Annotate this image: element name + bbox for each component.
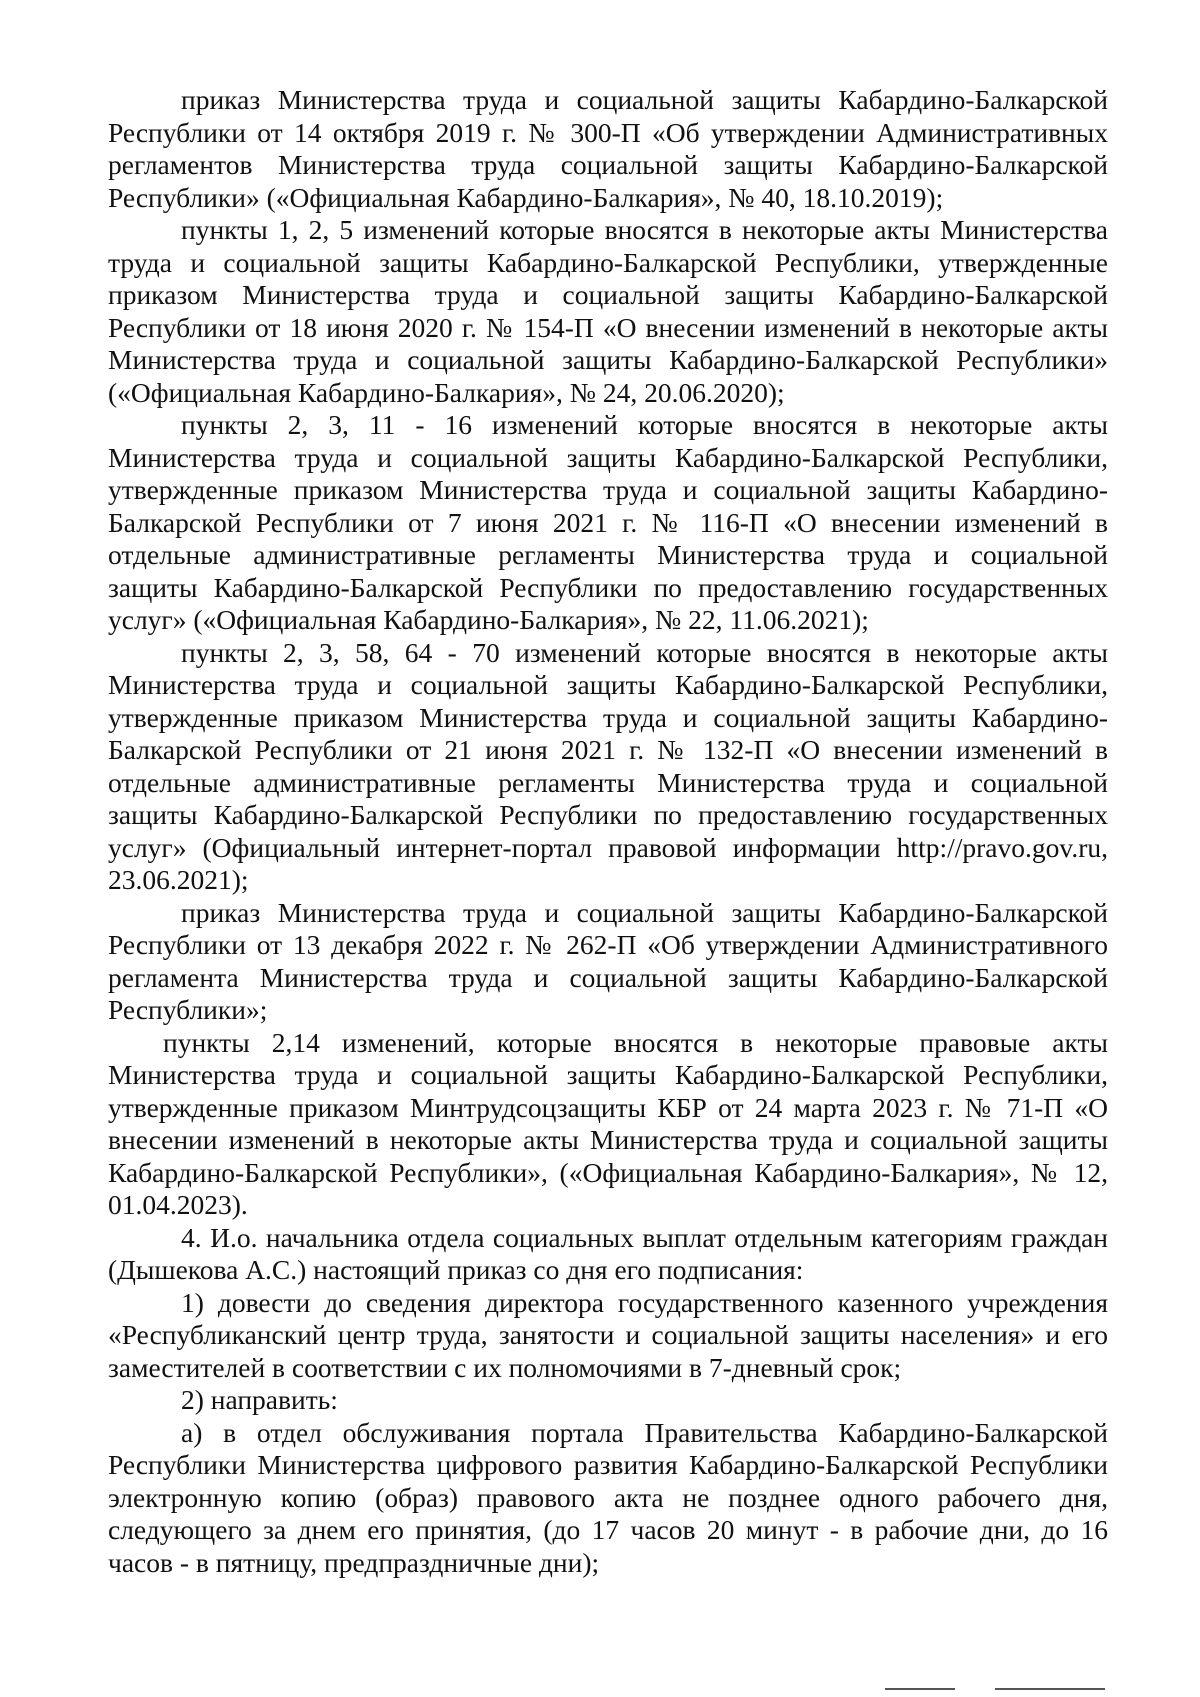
paragraph-item-4: 4. И.о. начальника отдела социальных выплат отдельным категориям граждан (Дышекова А.С.) настоящий приказ со дня его подписания:: [108, 1221, 1108, 1285]
paragraph-order-154p: пункты 1, 2, 5 изменений которые вносятся в некоторые акты Министерства труда и социальной защиты Кабардино-Балкарской Республики, утвержденные приказом Министерства труда и социальной защиты Кабардино-Балкарской Республики от 18 июня 2020 г. № 154-П «О внесении изменений в некоторые акты Министерства труда и социальной защиты Кабардино-Балкарской Республики» («Официальная Кабардино-Балкария», № 24, 20.06.2020);: [108, 214, 1108, 408]
document-body: [108, 84, 1108, 1579]
paragraph-subitem-2a: а) в отдел обслуживания портала Правительства Кабардино-Балкарской Республики Министерства цифрового развития Кабардино-Балкарской Республики электронную копию (образ) правового акта не позднее одного рабочего дня, следующего за днем его принятия, (до 17 часов 20 минут - в рабочие дни, до 16 часов - в пятницу, предпраздничные дни);: [108, 1416, 1108, 1578]
footer-divider-left: [885, 1688, 955, 1690]
footer-divider-right: [995, 1688, 1105, 1690]
paragraph-order-132p: пункты 2, 3, 58, 64 - 70 изменений которые вносятся в некоторые акты Министерства труда и социальной защиты Кабардино-Балкарской Республики, утвержденные приказом Министерства труда и социальной защиты Кабардино-Балкарской Республики от 21 июня 2021 г. № 132-П «О внесении изменений в отдельные административные регламенты Министерства труда и социальной защиты Кабардино-Балкарской Республики по предоставлению государственных услуг» (Официальный интернет-портал правовой информации http://pravo.gov.ru, 23.06.2021);: [108, 636, 1108, 895]
paragraph-order-71p: пункты 2,14 изменений, которые вносятся в некоторые правовые акты Министерства труда и социальной защиты Кабардино-Балкарской Республики, утвержденные приказом Минтрудсоцзащиты КБР от 24 марта 2023 г. № 71-П «О внесении изменений в некоторые акты Министерства труда и социальной защиты Кабардино-Балкарской Республики», («Официальная Кабардино-Балкария», № 12, 01.04.2023).: [108, 1026, 1108, 1220]
paragraph-order-116p: пункты 2, 3, 11 - 16 изменений которые вносятся в некоторые акты Министерства труда и социальной защиты Кабардино-Балкарской Республики, утвержденные приказом Министерства труда и социальной защиты Кабардино-Балкарской Республики от 7 июня 2021 г. № 116-П «О внесении изменений в отдельные административные регламенты Министерства труда и социальной защиты Кабардино-Балкарской Республики по предоставлению государственных услуг» («Официальная Кабардино-Балкария», № 22, 11.06.2021);: [108, 409, 1108, 635]
paragraph-subitem-1: 1) довести до сведения директора государственного казенного учреждения «Республиканский центр труда, занятости и социальной защиты населения» и его заместителей в соответствии с их полномочиями в 7-дневный срок;: [108, 1286, 1108, 1383]
paragraph-order-262p: приказ Министерства труда и социальной защиты Кабардино-Балкарской Республики от 13 декабря 2022 г. № 262-П «Об утверждении Административного регламента Министерства труда и социальной защиты Кабардино-Балкарской Республики»;: [108, 896, 1108, 1025]
paragraph-subitem-2: 2) направить:: [181, 1384, 338, 1415]
paragraph-order-300p: приказ Министерства труда и социальной защиты Кабардино-Балкарской Республики от 14 октября 2019 г. № 300-П «Об утверждении Административных регламентов Министерства труда социальной защиты Кабардино-Балкарской Республики» («Официальная Кабардино-Балкария», № 40, 18.10.2019);: [108, 84, 1108, 213]
